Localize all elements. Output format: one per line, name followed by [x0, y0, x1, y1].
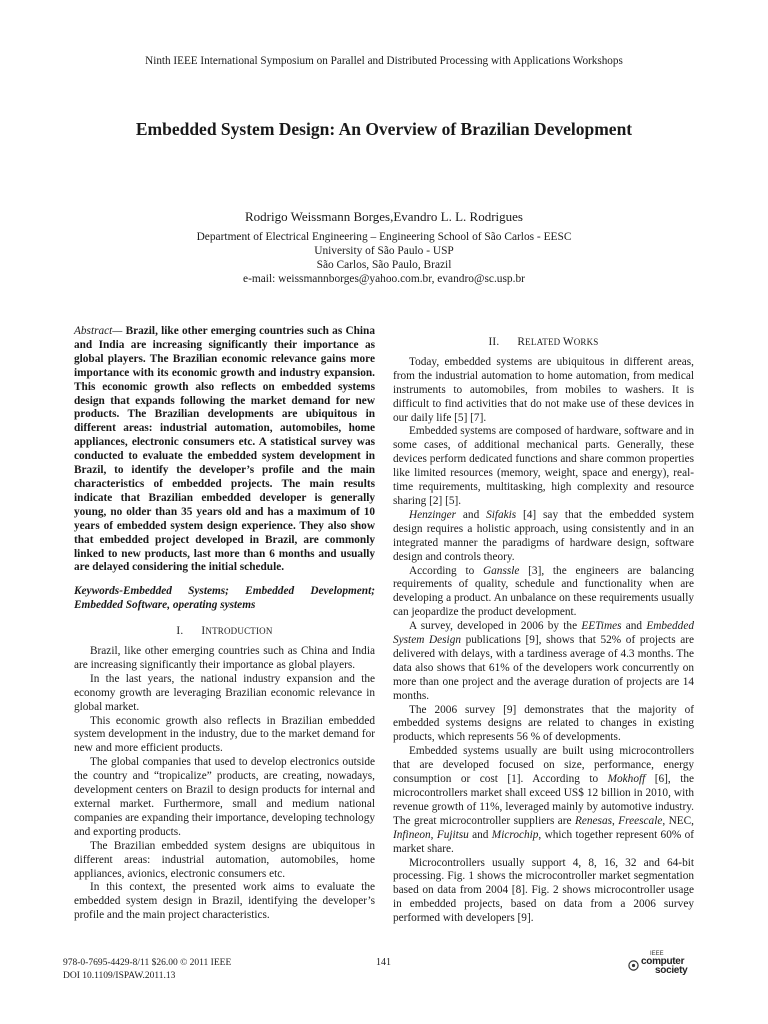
- page-number: 141: [376, 957, 391, 968]
- supplier-name: Renesas: [574, 814, 612, 827]
- ieee-computer-society-logo: [628, 951, 698, 977]
- author-name: Ganssle: [483, 564, 520, 577]
- affiliation-location: São Carlos, São Paulo, Brazil: [316, 259, 452, 271]
- text-span: [4] say that the embedded system design requires a holistic approach, using consistently and in an integrated manner the paradigms of hardware design, software design and controls theory.: [393, 508, 694, 563]
- intro-paragraph: The global companies that used to develop electronics outside the country and “tropicalize” products, are creating, nowadays, development centers on Brazil to design products for internal and external market. Furthermore, small and medium national companies are expanding their importance, developing technology and exporting products.: [74, 756, 375, 838]
- logo-ieee-text: IEEE: [650, 951, 664, 957]
- footer-publication-info: [63, 957, 231, 983]
- intro-paragraph: Brazil, like other emerging countries such as China and India are increasing significantly their importance as global players.: [74, 645, 375, 671]
- supplier-name: Freescale: [618, 814, 663, 827]
- text-span: and: [621, 620, 647, 633]
- text-span: and: [456, 508, 487, 521]
- related-paragraph: The 2006 survey [9] demonstrates that the majority of embedded systems designs are related to changes in existing products, which represents 56 % of developments.: [393, 703, 694, 744]
- related-paragraph: [393, 565, 694, 621]
- section-title-rest-2: ORKS: [573, 337, 599, 347]
- affiliation-department: Department of Electrical Engineering – Engineering School of São Carlos - EESC: [196, 231, 572, 243]
- intro-paragraph: In this context, the presented work aims to evaluate the embedded system design in Brazil, identifying the developer’s profile and the main project characteristics.: [74, 881, 375, 922]
- logo-society-text: society: [655, 965, 688, 976]
- section-heading-related-works: [393, 336, 694, 350]
- keywords: Keywords-Embedded Systems; Embedded Development; Embedded Software, operating systems: [74, 585, 375, 612]
- section-title-initial-2: W: [562, 336, 574, 348]
- authors: Rodrigo Weissmann Borges,Evandro L. L. Rodrigues: [245, 209, 523, 224]
- text-span: , NEC,: [662, 814, 694, 827]
- right-column: [393, 336, 694, 926]
- related-paragraph: Today, embedded systems are ubiquitous in different areas, from the industrial automation to home automation, from medical instruments to automobiles, from mobiles to washers. It is difficult to find activities that do not make use of these devices in our daily life [5] [7].: [393, 355, 694, 424]
- ieee-cs-logo-icon: [628, 960, 639, 971]
- section-number: II.: [488, 336, 500, 348]
- section-heading-introduction: [74, 625, 375, 639]
- text-span: ,: [612, 814, 619, 827]
- text-span: Embedded systems usually are built using microcontrollers that are developed focused on size, performance, energy consumption or cost [1]. According to: [393, 745, 694, 786]
- text-span: [3], the engineers are balancing requirements of quality, schedule and functionality when are developing a product. An unbalance on these requirements usually can jeopardize the product development.: [393, 564, 694, 619]
- intro-paragraph: This economic growth also reflects in Brazilian embedded system development in the industry, due to the market demand for new and more efficient products.: [74, 714, 375, 755]
- related-paragraph: Microcontrollers usually support 4, 8, 16, 32 and 64-bit processing. Fig. 1 shows the microcontroller market segmentation based on data from 2004 [8]. Fig. 2 shows microcontroller usage in embedded projects, based on data from a 2006 survey performed with developers [9].: [393, 856, 694, 925]
- supplier-name: Infineon: [393, 828, 431, 841]
- section-number: I.: [176, 625, 184, 638]
- supplier-name: Microchip: [491, 828, 539, 841]
- affiliation-email: e-mail: weissmannborges@yahoo.com.br, evandro@sc.usp.br: [243, 273, 525, 285]
- section-title-initial: I: [201, 625, 206, 638]
- intro-paragraph: In the last years, the national industry expansion and the economy growth are leveraging Brazilian economic relevance in global market.: [74, 672, 375, 713]
- paper-title: Embedded System Design: An Overview of Brazilian Development: [135, 119, 633, 139]
- text-span: and: [468, 828, 492, 841]
- related-paragraph: [393, 745, 694, 856]
- running-head: Ninth IEEE International Symposium on Parallel and Distributed Processing with Applications Workshops: [145, 55, 623, 67]
- left-column: [74, 325, 375, 923]
- author-name: Sifakis: [486, 508, 517, 521]
- supplier-name: Fujitsu: [436, 828, 469, 841]
- abstract-text: Brazil, like other emerging countries such as China and India are increasing significantly their importance as global players. The Brazilian economic relevance gains more importance with its economic growth and industry expansion. This economic growth also reflects on embedded systems design that expands following the market demand for new products. The Brazilian developments are ubiquitous in different areas: industrial automation, automobiles, home appliances, electronic consumers etc. A statistical survey was conducted to evaluate the embedded system development in Brazil, to identify the developer’s profile and the main characteristics of embedded projects. The main results indicate that Brazilian embedded developer is generally young, no older than 35 years old and has a maximum of 10 years of embedded system design experience. They also show that embedded project developed in Brazil, are commonly linked to new products, last more than 6 months and usually are delayed considering the initial schedule.: [74, 325, 375, 574]
- abstract: [74, 325, 375, 575]
- publication-name: EETimes: [581, 620, 622, 633]
- text-span: [6], the microcontrollers market shall exceed US$ 12 billion in 2010, with revenue growth of 11%, leveraged mainly by automotive industry. The great microcontroller suppliers are: [393, 773, 694, 827]
- related-paragraph: [393, 509, 694, 565]
- footer-isbn: 978-0-7695-4429-8/11 $26.00 © 2011 IEEE: [63, 958, 232, 968]
- text-span: A survey, developed in 2006 by the: [409, 620, 582, 633]
- logo-computer-text: computer: [641, 956, 685, 967]
- related-paragraph: Embedded systems are composed of hardware, software and in some cases, of additional mechanical parts. Generally, these devices perform dedicated functions and share common properties like limited resources (memory, weight, space and energy), real-time requirements, multitasking, high complexity and resource sharing [2] [5].: [393, 425, 694, 507]
- related-paragraph: [393, 620, 694, 703]
- section-title-rest: NTRODUCTION: [205, 626, 273, 637]
- section-title-rest: ELATED: [525, 337, 563, 347]
- footer-doi: DOI 10.1109/ISPAW.2011.13: [63, 971, 176, 981]
- text-span: ,: [430, 828, 437, 841]
- author-name: Henzinger: [409, 508, 457, 521]
- abstract-label: Abstract—: [74, 325, 123, 337]
- section-title-initial: R: [517, 336, 526, 348]
- intro-paragraph: The Brazilian embedded system designs are ubiquitous in different areas: industrial automation, automobiles, home appliances, avionics, electronic consumers etc.: [74, 839, 375, 880]
- text-span: , which together represent 60% of market share.: [393, 828, 694, 855]
- publication-name: Embedded System Design: [393, 620, 694, 647]
- text-span: publications [9], shows that 52% of projects are delivered with delays, with a tardiness average of 4.3 months. The data also shows that 61% of the developers work concurrently on more than one project and the average duration of projects are 14 months.: [393, 634, 695, 702]
- affiliation-university: University of São Paulo - USP: [314, 245, 454, 257]
- text-span: According to: [409, 564, 483, 577]
- affiliation: [0, 230, 768, 286]
- author-name: Mokhoff: [607, 773, 646, 786]
